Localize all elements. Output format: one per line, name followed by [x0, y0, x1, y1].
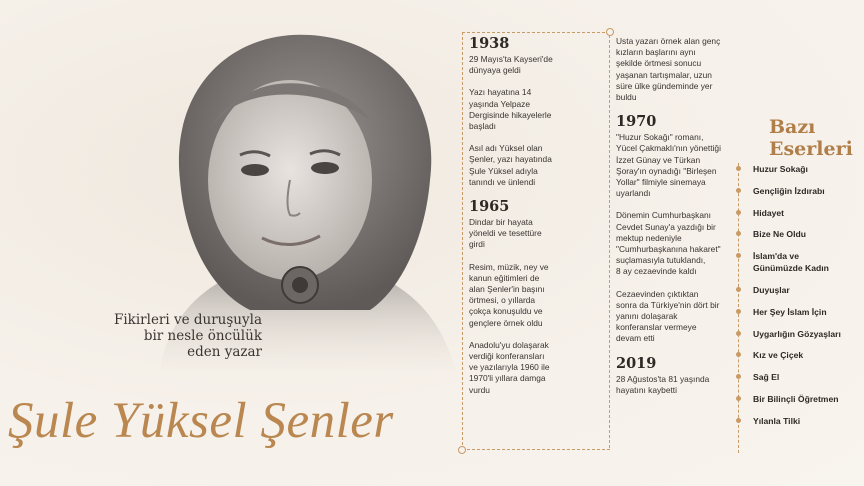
timeline-text: başladı — [469, 121, 497, 132]
timeline-text: örtmesi, o yıllarda — [469, 295, 536, 306]
timeline-text: Cezaevinden çıktıktan — [616, 288, 699, 299]
works-list — [738, 163, 864, 453]
timeline-entry — [469, 217, 587, 251]
tagline-line: Fikirleri ve duruşuyla — [113, 312, 262, 328]
timeline-text: kanun eğitimleri de — [469, 272, 540, 283]
timeline-text: uyarlandı — [616, 188, 651, 199]
timeline-text: Şule Yüksel adıyla — [469, 165, 538, 176]
timeline-entry — [469, 262, 587, 329]
timeline-text: gençlere örnek oldu — [469, 317, 543, 328]
timeline-entry — [616, 36, 756, 103]
timeline-text: şekilde örtmesi sonucu — [616, 58, 702, 69]
timeline-text: "Cumhurbaşkanına hakaret" — [616, 244, 721, 255]
timeline-text: Şoray'ın oynadığı "Birleşen — [616, 165, 717, 176]
timeline-entry — [616, 132, 756, 199]
timeline-text: Şenler, yazı hayatında — [469, 154, 552, 165]
timeline-entry — [616, 210, 756, 277]
timeline-text: Anadolu'yu dolaşarak — [469, 339, 549, 350]
work-item: Hidayet — [739, 207, 864, 229]
timeline-year: 1965 — [469, 198, 510, 216]
timeline-text: süre ülke gündeminde yer — [616, 80, 713, 91]
timeline-text: Yücel Çakmaklı'nın yönettiği — [616, 143, 721, 154]
timeline-column-middle — [616, 36, 756, 407]
timeline-entry — [616, 374, 756, 396]
timeline-text: Dindar bir hayata — [469, 217, 533, 228]
timeline-text: "Huzur Sokağı" romanı, — [616, 132, 704, 143]
timeline-entry — [469, 54, 587, 76]
timeline-text: Resim, müzik, ney ve — [469, 261, 549, 272]
work-item: Bir Bilinçli Öğretmen — [739, 393, 864, 415]
timeline-dot — [606, 28, 614, 36]
timeline-text: Yazı hayatına 14 — [469, 87, 532, 98]
works-title-line: Bazı — [769, 116, 816, 138]
timeline-text: yaşında Yelpaze — [469, 98, 531, 109]
work-item: Gençliğin İzdırabı — [739, 185, 864, 207]
timeline-text: yaşanan tartışmalar, uzun — [616, 69, 712, 80]
timeline-text: 29 Mayıs'ta Kayseri'de — [469, 54, 553, 64]
timeline-text: devam etti — [616, 333, 655, 344]
timeline-text: Usta yazarı örnek alan genç — [616, 36, 721, 46]
timeline-text: sonra da Türkiye'nin dört bir — [616, 299, 720, 310]
timeline-text: Asıl adı Yüksel olan — [469, 143, 543, 154]
timeline-text: 8 ay cezaevinde kaldı — [616, 266, 697, 277]
timeline-text: 28 Ağustos'ta 81 yaşında — [616, 373, 710, 384]
works-title — [769, 116, 853, 160]
timeline-text: 1970'li yıllara damga — [469, 373, 546, 384]
work-item: Her Şey İslam İçin — [739, 306, 864, 328]
timeline-dot — [458, 446, 466, 454]
work-item: Uygarlığın Gözyaşları — [739, 328, 864, 350]
timeline-text: Dergisinde hikayelerle — [469, 109, 552, 120]
timeline-text: dünyaya geldi — [469, 65, 521, 76]
timeline-text: İzzet Günay ve Türkan — [616, 154, 701, 165]
timeline-year: 1938 — [469, 35, 510, 52]
timeline-text: Dönemin Cumhurbaşkanı — [616, 210, 711, 221]
tagline-line: eden yazar — [187, 344, 262, 360]
timeline-year: 1970 — [616, 113, 657, 131]
timeline-text: buldu — [616, 92, 637, 103]
work-item: Bize Ne Oldu — [739, 228, 864, 250]
timeline-column-left — [469, 36, 587, 407]
timeline-text: verdiği konferansları — [469, 351, 545, 362]
timeline-text: alan Şenler'in başını — [469, 284, 545, 295]
tagline-line: bir nesle öncülük — [143, 328, 262, 344]
work-item: Kız ve Çiçek — [739, 349, 864, 371]
timeline-text: yanını dolaşarak — [616, 311, 678, 322]
work-item-continued: Günümüzde Kadın — [753, 263, 829, 274]
timeline-text: ve yazılarıyla 1960 ile — [469, 362, 550, 373]
timeline-text: çokça konuşuldu ve — [469, 306, 543, 317]
timeline-entry — [616, 289, 756, 345]
timeline-entry — [469, 340, 587, 396]
timeline-entry — [469, 87, 587, 132]
timeline-year: 2019 — [616, 354, 657, 372]
timeline-text: vurdu — [469, 384, 490, 395]
timeline-text: mektup nedeniyle — [616, 232, 682, 243]
timeline-entry — [469, 143, 587, 188]
tagline — [0, 312, 262, 360]
timeline-text: hayatını kaybetti — [616, 384, 677, 395]
timeline-text: suçlamasıyla tutuklandı, — [616, 255, 706, 266]
author-name: Şule Yüksel Şenler — [8, 393, 394, 449]
timeline-text: Yollar" filmiyle sinemaya — [616, 177, 706, 188]
work-item: Huzur Sokağı — [739, 163, 864, 185]
timeline-text: konferanslar vermeye — [616, 322, 697, 333]
timeline-text: tanındı ve ünlendi — [469, 176, 536, 187]
timeline-text: girdi — [469, 239, 485, 250]
works-title-line: Eserleri — [769, 138, 853, 160]
timeline-text: kızların başlarını aynı — [616, 47, 696, 58]
work-item: İslam'da ve — [739, 250, 864, 262]
work-item: Sağ El — [739, 371, 864, 393]
work-item: Duyuşlar — [739, 284, 864, 306]
timeline-text: Cevdet Sunay'a yazdığı bir — [616, 221, 716, 232]
work-item: Yılanla Tilki — [739, 415, 864, 437]
timeline-text: yöneldi ve tesettüre — [469, 228, 542, 239]
